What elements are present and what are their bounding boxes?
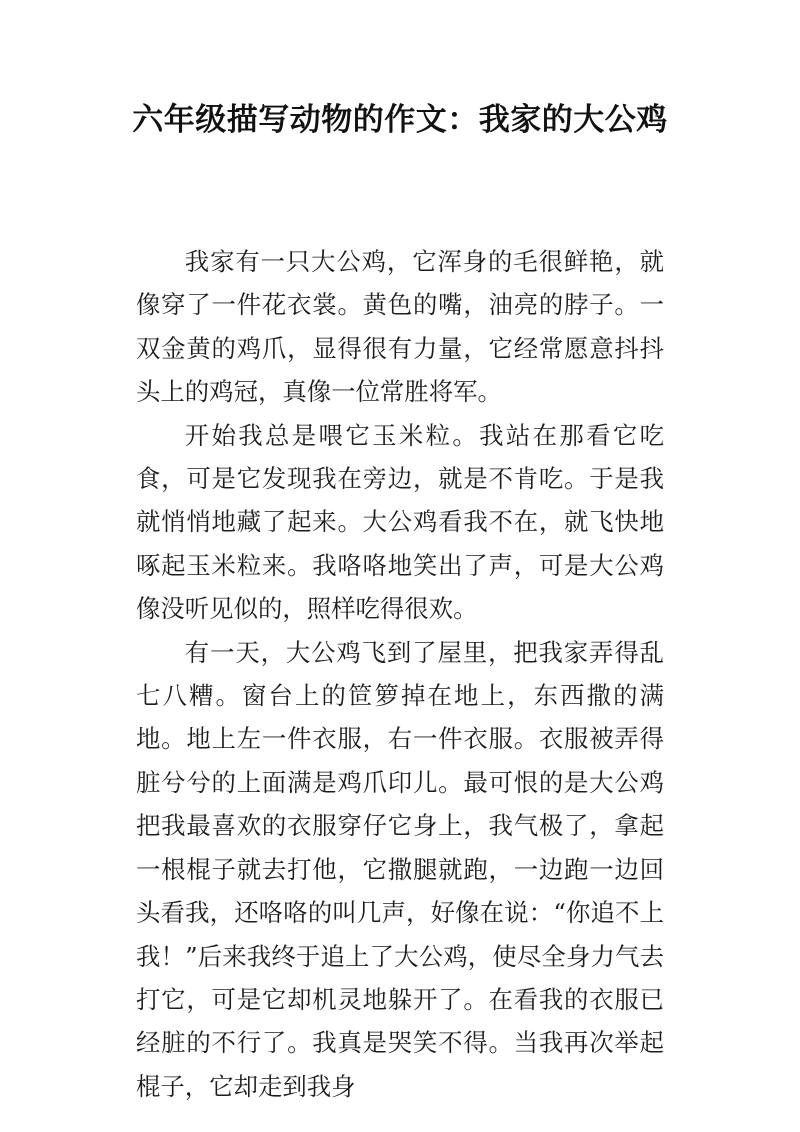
paragraph-1: 我家有一只大公鸡，它浑身的毛很鲜艳，就像穿了一件花衣裳。黄色的嘴，油亮的脖子。一双金黄的鸡爪，显得很有力量，它经常愿意抖抖头上的鸡冠，真像一位常胜将军。	[136, 247, 664, 407]
article-body	[136, 240, 664, 1108]
page-title: 六年级描写动物的作文：我家的大公鸡	[132, 102, 668, 138]
paragraph-3: 有一天，大公鸡飞到了屋里，把我家弄得乱七八糟。窗台上的笸箩掉在地上，东西撒的满地。地上左一件衣服，右一件衣服。衣服被弄得脏兮兮的上面满是鸡爪印儿。最可恨的是大公鸡把我最喜欢的衣服穿仔它身上，我气极了，拿起一根棍子就去打他，它撒腿就跑，一边跑一边回头看我，还咯咯的叫几声，好像在说：“你追不上我！”后来我终于追上了大公鸡，使尽全身力气去打它，可是它却机灵地躲开了。在看我的衣服已经脏的不行了。我真是哭笑不得。当我再次举起棍子，它却走到我身	[136, 637, 664, 1101]
paragraph-2: 开始我总是喂它玉米粒。我站在那看它吃食，可是它发现我在旁边，就是不肯吃。于是我就悄悄地藏了起来。大公鸡看我不在，就飞快地啄起玉米粒来。我咯咯地笑出了声，可是大公鸡像没听见似的，照样吃得很欢。	[136, 420, 664, 624]
